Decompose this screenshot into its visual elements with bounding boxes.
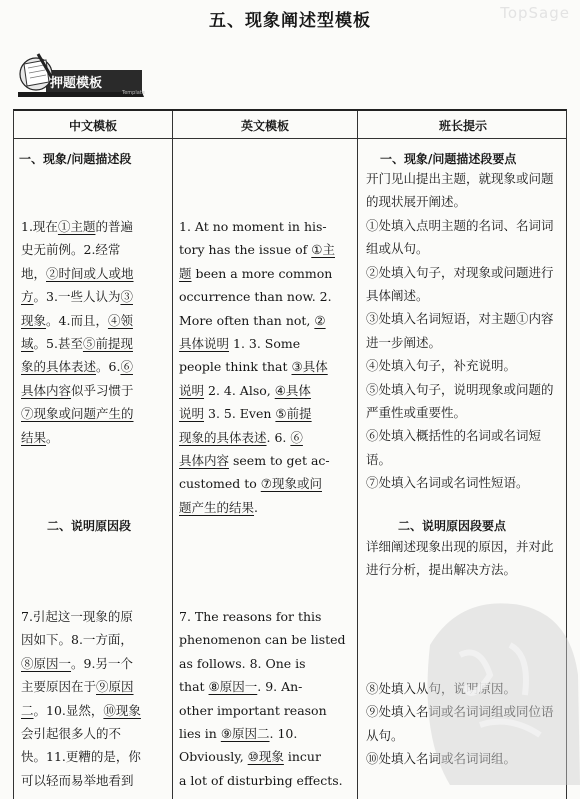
cn-template-section-2 bbox=[21, 605, 171, 792]
tip-section-heading-2: 二、说明原因段要点 bbox=[398, 519, 507, 533]
column-divider bbox=[357, 111, 358, 799]
cn-template-line bbox=[21, 332, 171, 355]
template-text: occurrence than now. 2. bbox=[179, 289, 332, 305]
template-text: . bbox=[254, 499, 258, 515]
fill-in-blank: 题 bbox=[179, 265, 192, 281]
cn-template-section-1 bbox=[21, 215, 171, 449]
tips-section-2-intro bbox=[366, 535, 562, 582]
template-text: 会引起很多人的不 bbox=[21, 726, 122, 742]
template-text: 。6. bbox=[96, 359, 121, 375]
banner-label: 押题模板 bbox=[50, 76, 103, 91]
page-title: 五、现象阐述型模板 bbox=[209, 11, 371, 31]
tip-item: ⑥处填入概括性的名词或名词短语。 bbox=[366, 428, 542, 467]
tip-section-heading-1: 一、现象/问题描述段要点 bbox=[380, 152, 517, 166]
template-text: seem to get ac- bbox=[229, 453, 330, 469]
template-text: 3. 5. Even bbox=[204, 406, 276, 422]
template-text: 1.现在 bbox=[21, 219, 58, 234]
fill-in-blank: ⑩现象 bbox=[247, 749, 284, 765]
fill-in-blank: ⑤前提 bbox=[275, 406, 312, 422]
en-template-line bbox=[179, 605, 355, 628]
fill-in-blank: ③具体 bbox=[291, 359, 328, 375]
template-text: as follows. 8. One is bbox=[179, 655, 306, 671]
fill-in-blank: ⑧原因一 bbox=[208, 679, 258, 695]
template-text: tory has the issue of bbox=[179, 242, 312, 258]
fill-in-blank: 域 bbox=[21, 336, 34, 352]
en-template-line bbox=[179, 238, 355, 261]
en-template-section-2 bbox=[179, 605, 355, 792]
en-template-line bbox=[179, 332, 355, 355]
template-text: 7.引起这一现象的原 bbox=[21, 609, 133, 624]
fill-in-blank: ⑦现象或问 bbox=[260, 476, 322, 492]
template-text: customed to bbox=[179, 476, 261, 492]
template-text: 。9.另一个 bbox=[71, 655, 133, 671]
fill-in-blank: ④具体 bbox=[274, 382, 311, 398]
template-text: 2. 4. Also, bbox=[204, 382, 275, 398]
en-template-line bbox=[179, 652, 355, 675]
fill-in-blank: 具体内容 bbox=[179, 453, 230, 469]
fill-in-blank: 题产生的结果 bbox=[179, 499, 255, 515]
fill-in-blank: ③ bbox=[120, 289, 133, 305]
en-template-line bbox=[179, 722, 355, 745]
header-chinese-template: 中文模板 bbox=[68, 119, 117, 133]
template-text: . 9. An- bbox=[257, 679, 303, 695]
fill-in-blank: ②时间或人或地 bbox=[46, 265, 134, 281]
template-text: 7. The reasons for this bbox=[179, 609, 322, 624]
cn-template-line bbox=[21, 745, 171, 768]
template-text: 因如下。8.一方面， bbox=[21, 632, 133, 648]
fill-in-blank: 现象的具体表述 bbox=[179, 429, 267, 445]
header-english-template: 英文模板 bbox=[240, 119, 289, 133]
template-text: 。5.甚至 bbox=[33, 336, 83, 352]
en-template-line bbox=[179, 309, 355, 332]
template-text: 1. 3. Some bbox=[229, 336, 301, 352]
en-template-section-1 bbox=[179, 215, 355, 519]
cn-template-line bbox=[21, 675, 171, 698]
fill-in-blank: 说明 bbox=[179, 406, 205, 422]
fill-in-blank: ⑨原因 bbox=[96, 679, 134, 695]
template-text: . 6. bbox=[266, 429, 291, 445]
cn-template-line bbox=[21, 309, 171, 332]
tip-item: ①处填入点明主题的名词、名词词组或从句。 bbox=[366, 217, 554, 257]
tip-intro: 开门见山提出主题，就现象或问题的现状展开阐述。 bbox=[366, 171, 554, 210]
fill-in-blank: 结果 bbox=[21, 429, 47, 445]
tip-item: ③处填入名词短语，对主题①内容进一步阐述。 bbox=[366, 311, 554, 350]
tip-intro-2: 详细阐述现象出现的原因，并对此进行分析，提出解决方法。 bbox=[366, 539, 554, 578]
en-template-line bbox=[179, 628, 355, 651]
template-text: More often than not, bbox=[179, 312, 315, 328]
template-text: people think that bbox=[179, 359, 292, 375]
en-template-line bbox=[179, 285, 355, 308]
fill-in-blank: ⑤前提现 bbox=[82, 336, 133, 352]
template-text: 。 bbox=[46, 429, 59, 445]
fill-in-blank: ⑦现象或问题产生的 bbox=[21, 406, 134, 422]
cn-template-line bbox=[21, 769, 171, 792]
en-template-line bbox=[179, 262, 355, 285]
template-text: that bbox=[179, 679, 209, 695]
template-text: . 10. bbox=[269, 726, 298, 742]
template-text: lies in bbox=[179, 726, 221, 742]
tip-item: ②处填入句子，对现象或问题进行具体阐述。 bbox=[366, 264, 554, 304]
fill-in-blank: ①主题 bbox=[57, 219, 96, 234]
fill-in-blank: ⑥ bbox=[290, 429, 303, 445]
fill-in-blank: ⑩现象 bbox=[103, 702, 141, 718]
cn-template-line bbox=[21, 605, 171, 628]
cn-section-heading-2: 二、说明原因段 bbox=[47, 519, 132, 533]
fill-in-blank: 现象 bbox=[21, 312, 47, 328]
tip-item: ⑧处填入从句，说明原因。 bbox=[366, 681, 517, 696]
fill-in-blank: ①主 bbox=[311, 242, 335, 258]
fill-in-blank: 具体说明 bbox=[179, 336, 230, 352]
template-text: incur bbox=[283, 749, 321, 765]
tip-item: ⑤处填入句子，说明现象或问题的严重性或重要性。 bbox=[366, 381, 554, 421]
template-text: phenomenon can be listed bbox=[179, 632, 346, 648]
column-divider bbox=[172, 111, 173, 799]
en-template-line bbox=[179, 402, 355, 425]
template-text: 似乎习惯于 bbox=[71, 382, 134, 398]
cn-template-line bbox=[21, 215, 171, 238]
fill-in-blank: ② bbox=[314, 312, 326, 328]
template-text: 的普遍 bbox=[95, 219, 133, 234]
tip-item: ⑨处填入名词或名词词组或同位语从句。 bbox=[366, 704, 554, 743]
template-text: 。3.一些人认为 bbox=[33, 289, 121, 305]
template-text: 。10.显然， bbox=[33, 702, 104, 718]
cn-template-line bbox=[21, 699, 171, 722]
seal-watermark bbox=[420, 585, 580, 785]
en-template-line bbox=[179, 449, 355, 472]
watermark: TopSage bbox=[500, 4, 570, 22]
template-text: 。4.而且， bbox=[46, 312, 108, 328]
en-template-line bbox=[179, 472, 355, 495]
template-text: 主要原因在于 bbox=[21, 679, 97, 695]
cn-template-line bbox=[21, 652, 171, 675]
en-template-line bbox=[179, 496, 355, 519]
tip-item: ⑦处填入名词或名词性短语。 bbox=[366, 475, 529, 491]
template-text: other important reason bbox=[179, 702, 327, 718]
cn-section-heading-1: 一、现象/问题描述段 bbox=[19, 152, 132, 166]
cn-template-line bbox=[21, 379, 171, 402]
fill-in-blank: 说明 bbox=[179, 382, 205, 398]
banner-sublabel: Template bbox=[122, 90, 145, 96]
cn-template-line bbox=[21, 262, 171, 285]
cn-template-line bbox=[21, 402, 171, 425]
template-text: 快。11.更糟的是，你 bbox=[21, 749, 141, 765]
en-template-line bbox=[179, 675, 355, 698]
en-template-line bbox=[179, 699, 355, 722]
header-monitor-tips: 班长提示 bbox=[438, 119, 487, 133]
fill-in-blank: ④领 bbox=[107, 312, 133, 328]
tip-item: ⑩处填入名词或名词词组。 bbox=[366, 751, 517, 767]
en-template-line bbox=[179, 745, 355, 768]
fill-in-blank: 方 bbox=[21, 289, 34, 305]
header-divider bbox=[14, 138, 566, 139]
fill-in-blank: 二 bbox=[21, 702, 34, 718]
fill-in-blank: ⑥ bbox=[120, 359, 133, 375]
en-template-line bbox=[179, 769, 355, 792]
template-text: been a more common bbox=[191, 265, 333, 281]
en-template-line bbox=[179, 355, 355, 378]
cn-template-line bbox=[21, 628, 171, 651]
template-text: 1. At no moment in his- bbox=[179, 219, 327, 234]
en-template-line bbox=[179, 379, 355, 402]
tip-item: ④处填入句子，补充说明。 bbox=[366, 358, 517, 374]
fill-in-blank: 具体内容 bbox=[21, 382, 72, 398]
cn-template-line bbox=[21, 285, 171, 308]
template-text: a lot of disturbing effects. bbox=[179, 772, 343, 788]
en-template-line bbox=[179, 215, 355, 238]
template-text: 地， bbox=[21, 265, 47, 281]
fill-in-blank: 象的具体表述 bbox=[21, 359, 97, 375]
template-text: Obviously, bbox=[179, 749, 248, 765]
en-template-line bbox=[179, 426, 355, 449]
fill-in-blank: ⑨原因二 bbox=[220, 726, 270, 742]
template-text: 史无前例。2.经常 bbox=[21, 242, 121, 258]
fill-in-blank: ⑧原因一 bbox=[21, 655, 72, 671]
cn-template-line bbox=[21, 426, 171, 449]
template-text: 可以轻而易举地看到 bbox=[21, 772, 134, 788]
cn-template-line bbox=[21, 238, 171, 261]
tips-section-1 bbox=[366, 167, 562, 495]
cn-template-line bbox=[21, 722, 171, 745]
cn-template-line bbox=[21, 355, 171, 378]
